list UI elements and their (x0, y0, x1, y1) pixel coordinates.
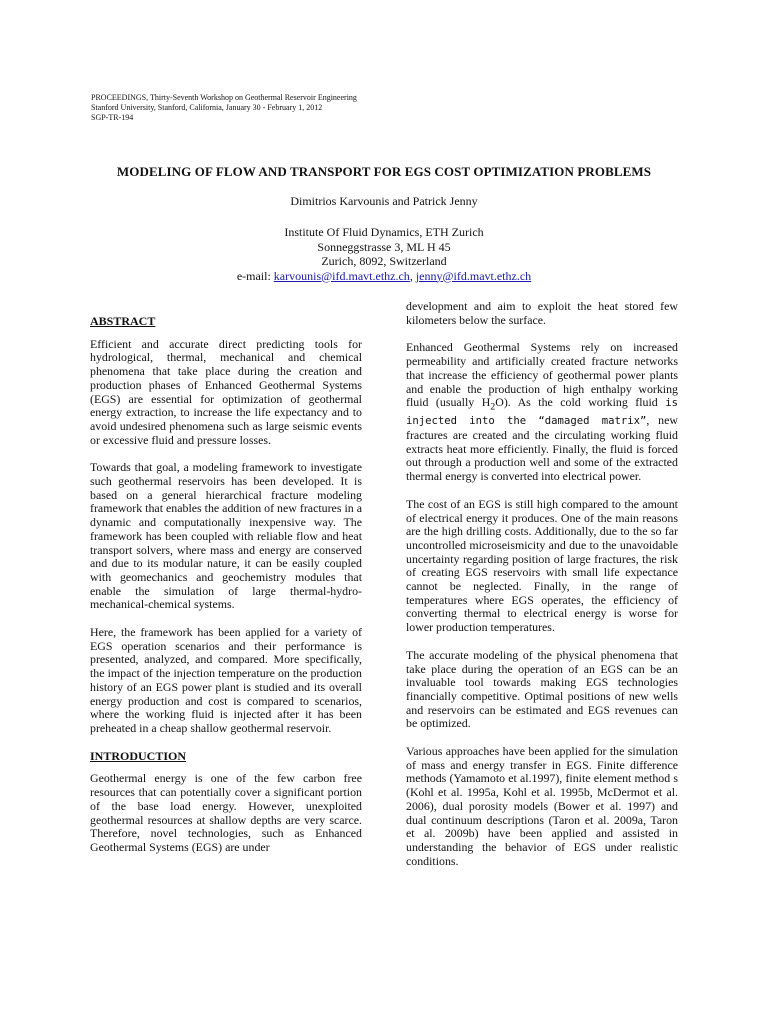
authors: Dimitrios Karvounis and Patrick Jenny (290, 194, 478, 208)
egs-text-c: , new fractures are created and the circulating working fluid extracts heat more efficiently. Finally, the fluid is forced out through a production well and some of the extracted thermal energy is converted into electrical power. (406, 413, 678, 484)
right-column (406, 300, 678, 882)
egs-text-mono: is injected into the “damaged matrix” (406, 397, 678, 428)
left-column (90, 300, 362, 869)
email-separator: , (409, 268, 416, 283)
abstract-heading: ABSTRACT (90, 314, 156, 328)
venue-line: Stanford University, Stanford, California, January 30 - February 1, 2012 (91, 103, 323, 112)
introduction-paragraph-1: Geothermal energy is one of the few carbon free resources that can potentially cover a significant portion of the base load energy. However, unexploited geothermal resources at shallow depths are very scarce. Therefore, novel technologies, such as Enhanced Geothermal Systems (EGS) are under (90, 771, 362, 854)
abstract-paragraph-2: Towards that goal, a modeling framework to investigate such geothermal reservoirs has been developed. It is based on a general hierarchical fracture modeling framework that enables the addition of new fractures in a dynamic and computationally inexpensive way. The framework has been coupled with reliable flow and heat transport solvers, where mass and energy are conserved and due to its modular nature, it can be easily coupled with geomechanics and geochemistry modules that enable the simulation of large thermal-hydro-mechanical-chemical systems. (90, 460, 362, 612)
egs-text-a: Enhanced Geothermal Systems rely on increased permeability and artificially created fracture networks that increase the efficiency of geothermal power plants and enable the production of high enthalpy working fluid (usually H (406, 340, 678, 410)
institute: Institute Of Fluid Dynamics, ETH Zurich (284, 225, 484, 239)
proceedings-header (91, 93, 511, 123)
intro-continuation-paragraph: development and aim to exploit the heat stored few kilometers below the surface. (406, 299, 678, 327)
proceedings-line: PROCEEDINGS, Thirty-Seventh Workshop on Geothermal Reservoir Engineering (91, 93, 357, 102)
intro-paragraph-egs (406, 341, 678, 483)
city-address: Zurich, 8092, Switzerland (321, 254, 447, 268)
paper-title: MODELING OF FLOW AND TRANSPORT FOR EGS COST OPTIMIZATION PROBLEMS (116, 164, 652, 179)
introduction-heading: INTRODUCTION (90, 748, 187, 763)
abstract-paragraph-3: Here, the framework has been applied for a variety of EGS operation scenarios and their performance is presented, analyzed, and compared. More specifically, the impact of the injection temperature on the production history of an EGS power plant is studied and its overall energy production and cost is compared to scenarios, where the working fluid is injected after it has been preheated in a cheap shallow geothermal reservoir. (90, 625, 362, 735)
email-link-jenny[interactable]: jenny@ifd.mavt.ethz.ch (415, 268, 532, 283)
intro-paragraph-modeling: The accurate modeling of the physical phenomena that take place during the operation of an EGS can be an invaluable tool towards making EGS technologies financially competitive. Optimal positions of new wells and reservoirs can be estimated and EGS revenues can be optimized. (406, 647, 678, 731)
intro-paragraph-approaches: Various approaches have been applied for the simulation of mass and energy transfer in EGS. Finite difference methods (Yamamoto et al.1997), finite element method s (Kohl et al. 1995a, Kohl et al. 1995b, McDermot et al. 2006), dual porosity models (Bower et al. 1997) and dual continuum descriptions (Taron et al. 2009a, Taron et al. 2009b) have been applied and assisted in understanding the behavior of EGS under realistic conditions. (406, 744, 678, 868)
affiliation (0, 225, 768, 283)
email-prefix: e-mail: (236, 268, 274, 283)
egs-text-b: O). As the cold working fluid (495, 395, 666, 410)
street-address: Sonneggstrasse 3, ML H 45 (317, 239, 451, 254)
email-line (0, 269, 768, 284)
abstract-paragraph-1: Efficient and accurate direct predicting tools for hydrological, thermal, mechanical and chemical phenomena that take place during the creation and production phases of Enhanced Geothermal Systems (EGS) are essential for optimization of geothermal energy extraction, to increase the life expectancy and to avoid undesired phenomena such as large seismic events or excessive fluid and pressure losses. (90, 336, 362, 447)
report-number: SGP-TR-194 (91, 113, 134, 122)
subscript-2: 2 (490, 401, 496, 413)
intro-paragraph-cost: The cost of an EGS is still high compared to the amount of electrical energy it produces. One of the main reasons are the high drilling costs. Additionally, due to the so far uncontrolled microseismicity and due to the unavoidable uncertainty regarding position of large fractures, the risk of creating EGS reservoirs with small life expectance cannot be neglected. Finally, in the range of temperatures where EGS operates, the efficiency of converting thermal to electrical energy is worse for lower production temperatures. (406, 496, 678, 635)
email-link-karvounis[interactable]: karvounis@ifd.mavt.ethz.ch (273, 268, 410, 283)
